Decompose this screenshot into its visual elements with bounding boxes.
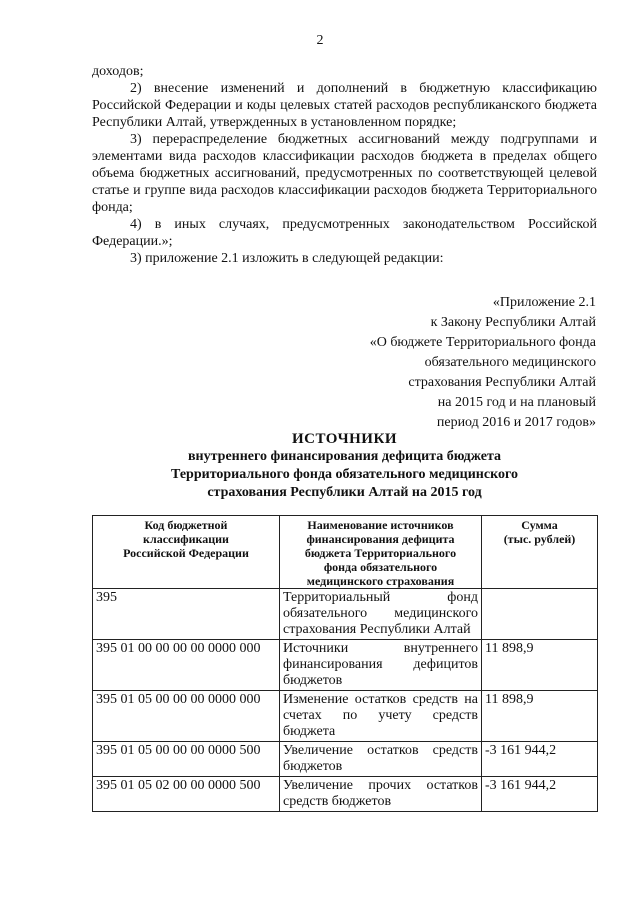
- appendix-reference: [296, 293, 596, 433]
- appendix-line: страхования Республики Алтай: [408, 375, 596, 390]
- appendix-line: обязательного медицинского: [424, 355, 596, 370]
- paragraph: 3) перераспределение бюджетных ассигнований между подгруппами и элементами вида расходов классификации расходов бюджета в пределах общего объема бюджетных ассигнований, предусмотренных по соответствующей целевой статье и группе вида расходов классификации расходов бюджета Территориального фонда;: [92, 132, 597, 215]
- cell-name: Территориальный фонд обязательного медицинского страхования Республики Алтай: [280, 589, 482, 640]
- appendix-line: к Закону Республики Алтай: [430, 315, 596, 330]
- cell-code: 395: [93, 589, 280, 640]
- cell-code: 395 01 05 00 00 00 0000 500: [93, 742, 280, 777]
- appendix-line: период 2016 и 2017 годов»: [436, 415, 596, 430]
- title-main: ИСТОЧНИКИ: [292, 431, 397, 447]
- header-sum-line: (тыс. рублей): [503, 532, 576, 546]
- title-subline: Территориального фонда обязательного медицинского: [171, 467, 518, 482]
- title-subline: страхования Республики Алтай на 2015 год: [207, 485, 482, 500]
- header-name-line: финансирования дефицита: [306, 532, 455, 546]
- header-name-line: фонда обязательного: [323, 560, 438, 574]
- document-title: [92, 430, 597, 502]
- table-row: [93, 777, 598, 812]
- header-code-line: Российской Федерации: [123, 546, 249, 560]
- appendix-line: на 2015 год и на плановый: [437, 395, 596, 410]
- header-name: [280, 516, 482, 589]
- cell-name: Изменение остатков средств на счетах по учету средств бюджета: [280, 691, 482, 742]
- table-row: [93, 640, 598, 691]
- cell-sum: [482, 589, 598, 640]
- header-code-line: классификации: [143, 532, 229, 546]
- page-number: 2: [316, 33, 324, 48]
- cell-name: Источники внутреннего финансирования дефицитов бюджетов: [280, 640, 482, 691]
- header-name-line: Наименование источников: [307, 518, 454, 532]
- appendix-line: «О бюджете Территориального фонда: [369, 335, 596, 350]
- header-code: [93, 516, 280, 589]
- cell-sum: 11 898,9: [482, 640, 598, 691]
- cell-sum: 11 898,9: [482, 691, 598, 742]
- paragraph: 2) внесение изменений и дополнений в бюджетную классификацию Российской Федерации и коды целевых статей расходов республиканского бюджета Республики Алтай, утвержденных в установленном порядке;: [92, 81, 597, 130]
- title-subline: внутреннего финансирования дефицита бюджета: [187, 449, 501, 464]
- table-row: [93, 589, 598, 640]
- sources-table: [92, 515, 598, 812]
- cell-name: Увеличение прочих остатков средств бюджетов: [280, 777, 482, 812]
- header-sum-line: Сумма: [521, 518, 558, 532]
- header-sum: [482, 516, 598, 589]
- appendix-line: «Приложение 2.1: [492, 295, 596, 310]
- cell-sum: -3 161 944,2: [482, 777, 598, 812]
- table-header-row: [93, 516, 598, 589]
- body-text: [92, 63, 597, 267]
- cell-code: 395 01 05 02 00 00 0000 500: [93, 777, 280, 812]
- cell-code: 395 01 05 00 00 00 0000 000: [93, 691, 280, 742]
- table-row: [93, 691, 598, 742]
- cell-code: 395 01 00 00 00 00 0000 000: [93, 640, 280, 691]
- paragraph: доходов;: [92, 64, 144, 79]
- paragraph: 4) в иных случаях, предусмотренных законодательством Российской Федерации.»;: [92, 217, 597, 249]
- header-name-line: медицинского страхования: [306, 574, 455, 588]
- table-row: [93, 742, 598, 777]
- header-name-line: бюджета Территориального: [304, 546, 457, 560]
- cell-sum: -3 161 944,2: [482, 742, 598, 777]
- header-code-line: Код бюджетной: [144, 518, 228, 532]
- cell-name: Увеличение остатков средств бюджетов: [280, 742, 482, 777]
- paragraph: 3) приложение 2.1 изложить в следующей редакции:: [130, 251, 444, 266]
